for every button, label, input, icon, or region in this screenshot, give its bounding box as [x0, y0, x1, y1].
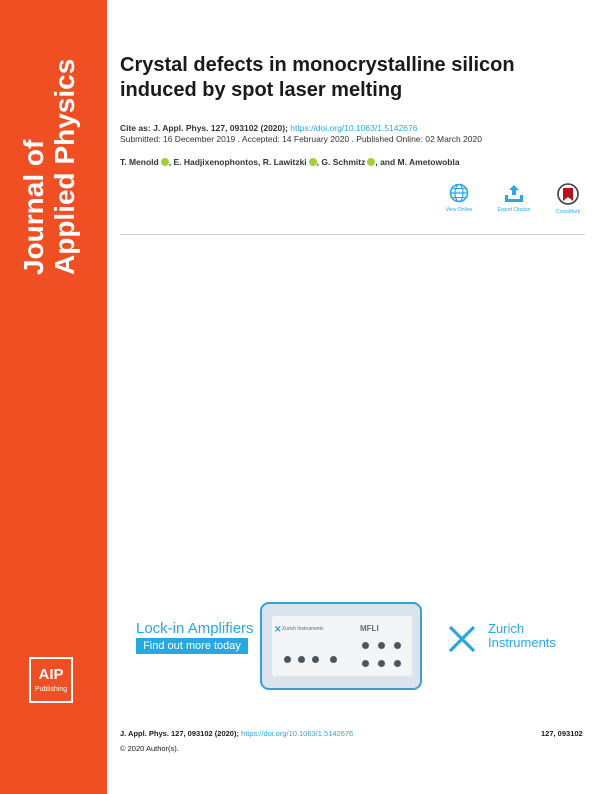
view-online-button[interactable] [439, 183, 479, 213]
zurich-instruments-x-icon [447, 624, 477, 654]
author-separator: , [316, 157, 322, 167]
lock-in-amplifier-image [260, 602, 422, 690]
device-knob-icon [394, 660, 401, 667]
device-model: MFLI [360, 624, 379, 633]
device-knob-icon [378, 660, 385, 667]
author-name: M. Ametowobla [397, 157, 460, 167]
doi-link[interactable]: https://doi.org/10.1063/1.5142676 [290, 123, 418, 133]
footer-doi-link[interactable]: https://doi.org/10.1063/1.5142676 [241, 729, 354, 738]
header-divider [120, 234, 585, 235]
author-separator: , and [375, 157, 398, 167]
device-knob-icon [394, 642, 401, 649]
device-knob-icon [312, 656, 319, 663]
footer-article-number: 127, 093102 [541, 729, 583, 738]
crossmark-button[interactable] [548, 183, 588, 215]
company-line1: Zurich [488, 621, 525, 636]
copyright: © 2020 Author(s). [120, 744, 179, 753]
author-separator: , [258, 157, 263, 167]
device-knob-icon [378, 642, 385, 649]
journal-sidebar [0, 0, 107, 794]
advertisement-banner[interactable] [125, 598, 585, 698]
orcid-icon[interactable] [161, 158, 169, 166]
globe-icon [449, 183, 469, 203]
device-knob-icon [362, 642, 369, 649]
footer-citation [120, 729, 353, 739]
ad-headline: Lock-in Amplifiers [136, 620, 254, 637]
device-knob-icon [330, 656, 337, 663]
device-logo-icon: ✕ [274, 624, 282, 634]
citation-line [120, 123, 417, 134]
device-knob-icon [284, 656, 291, 663]
aip-logo-subtext: Publishing [34, 686, 68, 693]
export-icon [503, 183, 525, 203]
orcid-icon[interactable] [309, 158, 317, 166]
zurich-instruments-name [488, 622, 556, 650]
device-brand: Zurich Instruments [282, 626, 324, 632]
author-separator: , [168, 157, 174, 167]
footer-citation-text: J. Appl. Phys. 127, 093102 (2020); [120, 729, 239, 738]
view-online-label: View Online [445, 207, 473, 213]
device-front-panel [272, 616, 412, 676]
author-name: R. Lawitzki [262, 157, 307, 167]
device-knob-icon [298, 656, 305, 663]
author-name: E. Hadjixenophontos [173, 157, 258, 167]
crossmark-icon [557, 183, 579, 205]
journal-name [18, 25, 98, 275]
journal-name-line1: Journal of [18, 139, 49, 275]
export-citation-label: Export Citation [497, 207, 531, 213]
device-knob-icon [362, 660, 369, 667]
crossmark-label: CrossMark [555, 209, 581, 215]
article-title: Crystal defects in monocrystalline silicon induced by spot laser melting [120, 54, 515, 101]
dates-line: Submitted: 16 December 2019 . Accepted: 14 February 2020 . Published Online: 02 March 2020 [120, 134, 482, 144]
cite-label: Cite as: [120, 123, 151, 133]
export-citation-button[interactable] [494, 183, 534, 213]
aip-logo-text: AIP [38, 666, 64, 683]
cite-text: J. Appl. Phys. 127, 093102 (2020); [153, 123, 288, 133]
ad-cta-button[interactable]: Find out more today [136, 638, 248, 654]
aip-publishing-logo[interactable] [29, 657, 73, 703]
author-name: G. Schmitz [321, 157, 366, 167]
journal-name-line2: Applied Physics [49, 58, 80, 275]
company-line2: Instruments [488, 635, 556, 650]
author-list [120, 157, 460, 168]
author-name: T. Menold [120, 157, 159, 167]
